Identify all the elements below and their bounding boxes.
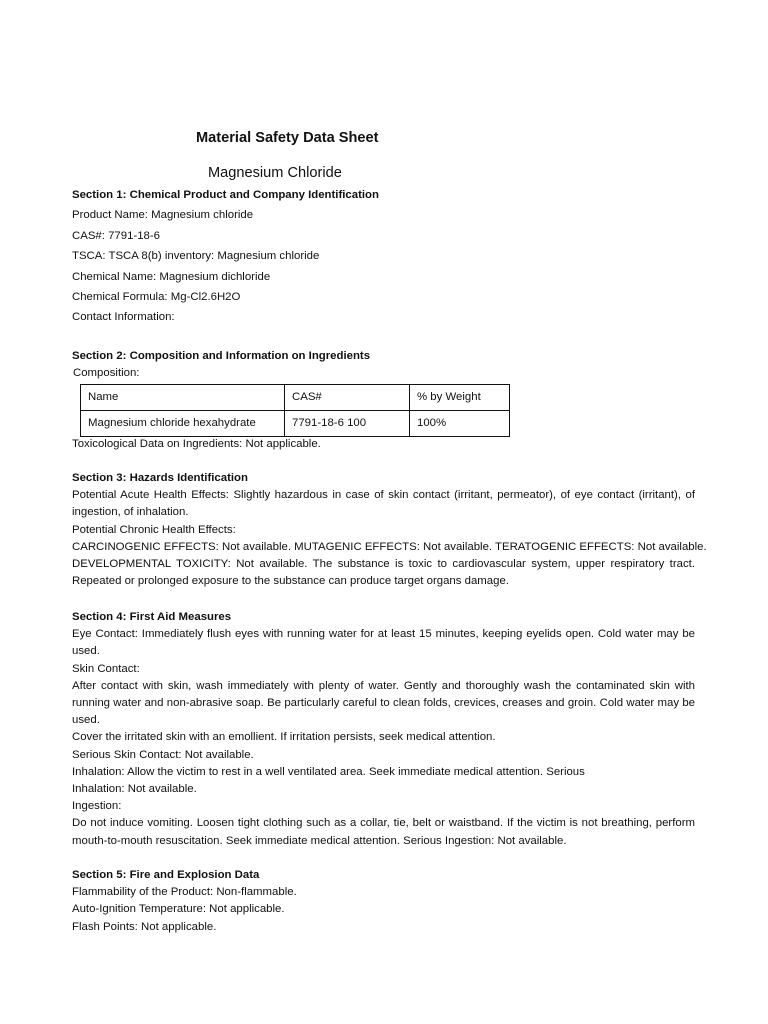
flash-points: Flash Points: Not applicable. [72,920,217,933]
table-header-weight: % by Weight [410,385,510,411]
contact-information: Contact Information: [72,311,175,324]
inhalation-instructions: Inhalation: Allow the victim to rest in a well ventilated area. Seek immediate medical attention. Serious [72,765,585,778]
section-2-heading: Section 2: Composition and Information on Ingredients [72,350,371,362]
table-header-row [81,385,510,411]
table-cell-name: Magnesium chloride hexahydrate [81,411,285,437]
section-4-heading: Section 4: First Aid Measures [72,611,232,623]
auto-ignition-temperature: Auto-Ignition Temperature: Not applicable. [72,903,285,916]
table-cell-cas: 7791-18-6 100 [285,411,410,437]
section-3-heading: Section 3: Hazards Identification [72,472,248,484]
chemical-name: Chemical Name: Magnesium dichloride [72,270,271,283]
section-3 [72,470,707,590]
table-header-name: Name [81,385,285,411]
tox-note-block [72,436,695,453]
document-subtitle: Magnesium Chloride [208,165,342,181]
chronic-health-effects-label: Potential Chronic Health Effects: [72,523,236,536]
section-5-heading: Section 5: Fire and Explosion Data [72,869,260,881]
composition-label: Composition: [73,367,140,379]
carcinogenic-effects: CARCINOGENIC EFFECTS: Not available. MUTAGENIC EFFECTS: Not available. TERATOGENIC EFFECTS: Not available. [72,540,707,553]
composition-table [80,384,510,437]
section-4 [72,609,695,850]
section-1 [72,187,695,327]
toxicological-data-note: Toxicological Data on Ingredients: Not applicable. [72,438,321,450]
emollient-instructions: Cover the irritated skin with an emollient. If irritation persists, seek medical attention. [72,731,496,744]
cas-number: CAS#: 7791-18-6 [72,229,161,242]
eye-contact: Eye Contact: Immediately flush eyes with running water for at least 15 minutes, keeping eyelids open. Cold water may be used. [72,628,695,658]
document-title: Material Safety Data Sheet [196,130,379,146]
developmental-toxicity: DEVELOPMENTAL TOXICITY: Not available. The substance is toxic to cardiovascular system, upper respiratory tract. Repeated or prolonged exposure to the substance can produce target organs damage. [72,558,695,588]
table-cell-weight: 100% [410,411,510,437]
table-header-cas: CAS# [285,385,410,411]
product-name: Product Name: Magnesium chloride [72,209,254,222]
flammability: Flammability of the Product: Non-flammable. [72,886,297,899]
ingestion-label: Ingestion: [72,800,122,813]
chemical-formula: Chemical Formula: Mg-Cl2.6H2O [72,290,241,303]
ingestion-instructions: Do not induce vomiting. Loosen tight clothing such as a collar, tie, belt or waistband. If the victim is not breathing, perform mouth-to-mouth resuscitation. Seek immediate medical attention. Serious Ingestion: Not available. [72,817,695,847]
acute-health-effects: Potential Acute Health Effects: Slightly hazardous in case of skin contact (irritant, permeator), of eye contact (irritant), of ingestion, of inhalation. [72,489,695,519]
serious-skin-contact: Serious Skin Contact: Not available. [72,748,254,761]
table-row [81,411,510,437]
tsca-inventory: TSCA: TSCA 8(b) inventory: Magnesium chloride [72,250,320,263]
serious-inhalation: Inhalation: Not available. [72,783,197,796]
section-1-heading: Section 1: Chemical Product and Company Identification [72,189,379,201]
section-2-heading-block [72,348,695,365]
skin-contact-instructions: After contact with skin, wash immediately with plenty of water. Gently and thoroughly wash the contaminated skin with running water and non-abrasive soap. Be particularly careful to clean folds, crevices, creases and groin. Cold water may be used. [72,679,695,727]
section-5 [72,867,695,936]
skin-contact-label: Skin Contact: [72,662,140,675]
